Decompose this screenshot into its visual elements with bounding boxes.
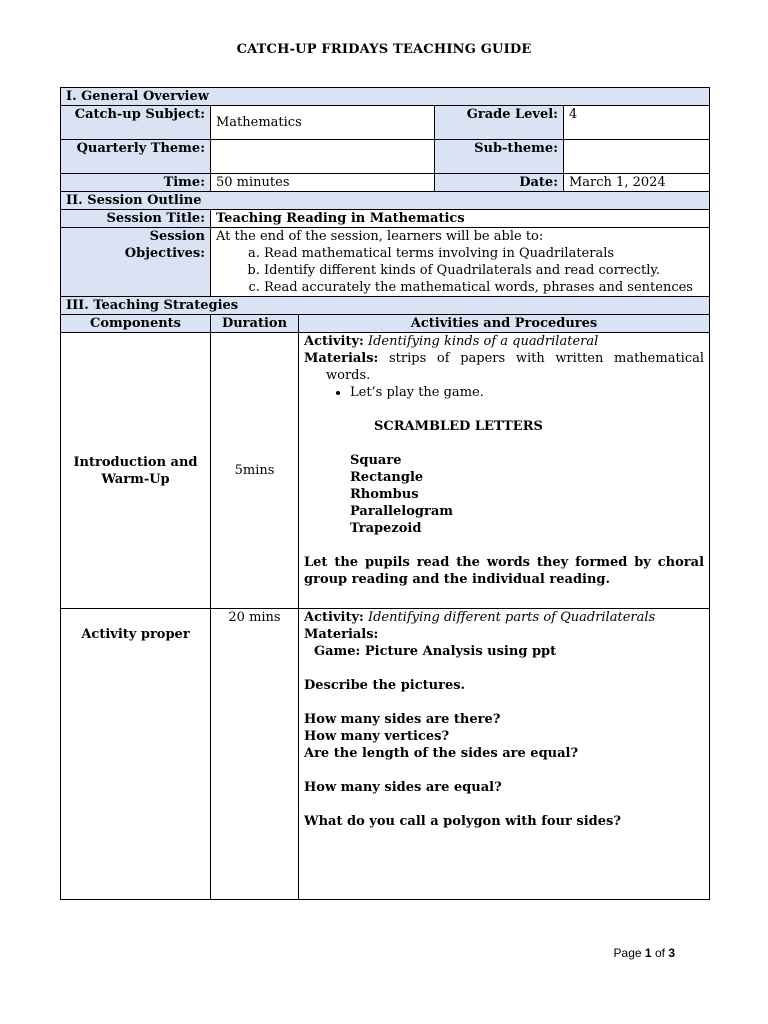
intro-activities bbox=[299, 333, 710, 609]
intro-materials-label: Materials: bbox=[304, 351, 379, 366]
objective-item: c. Read accurately the mathematical words, phrases and sentences bbox=[264, 279, 704, 296]
proper-activity-value: Identifying different parts of Quadrilaterals bbox=[367, 610, 656, 625]
page-word: Page bbox=[613, 946, 642, 960]
session-objectives-label: Session Objectives: bbox=[61, 228, 211, 297]
proper-game: Game: Picture Analysis using ppt bbox=[314, 644, 557, 659]
quarterly-theme-label: Quarterly Theme: bbox=[61, 140, 211, 174]
grade-level-value: 4 bbox=[564, 106, 710, 140]
date-label: Date: bbox=[435, 174, 564, 192]
subject-label: Catch-up Subject: bbox=[61, 106, 211, 140]
objectives-list bbox=[216, 245, 704, 296]
subject-value: Mathematics bbox=[211, 106, 435, 140]
proper-describe: Describe the pictures. bbox=[304, 678, 466, 693]
intro-bullet: • Let’s play the game. bbox=[350, 384, 704, 401]
word-item: Rectangle bbox=[350, 470, 424, 485]
of-word: of bbox=[654, 946, 665, 960]
question-item: What do you call a polygon with four sides? bbox=[304, 814, 621, 829]
grade-level-label: Grade Level: bbox=[435, 106, 564, 140]
section-general-overview: I. General Overview bbox=[61, 88, 710, 106]
teaching-guide-table bbox=[60, 87, 710, 900]
time-label: Time: bbox=[61, 174, 211, 192]
intro-duration: 5mins bbox=[211, 333, 299, 609]
question-item: How many sides are there? bbox=[304, 712, 501, 727]
intro-activity-value: Identifying kinds of a quadrilateral bbox=[367, 334, 599, 349]
word-item: Trapezoid bbox=[350, 521, 422, 536]
proper-activities bbox=[299, 609, 710, 900]
col-activities: Activities and Procedures bbox=[299, 315, 710, 333]
proper-component: Activity proper bbox=[61, 609, 211, 900]
col-components: Components bbox=[61, 315, 211, 333]
sub-theme-value bbox=[564, 140, 710, 174]
session-title-label: Session Title: bbox=[61, 210, 211, 228]
intro-activity-label: Activity: bbox=[304, 334, 364, 349]
proper-duration: 20 mins bbox=[211, 609, 299, 900]
word-item: Rhombus bbox=[350, 487, 419, 502]
objective-item: a. Read mathematical terms involving in Quadrilaterals bbox=[264, 245, 704, 262]
objectives-intro: At the end of the session, learners will be able to: bbox=[216, 229, 544, 244]
question-item: Are the length of the sides are equal? bbox=[304, 746, 579, 761]
proper-materials-label: Materials: bbox=[304, 627, 379, 642]
session-objectives bbox=[211, 228, 710, 297]
question-item: How many vertices? bbox=[304, 729, 450, 744]
word-item: Parallelogram bbox=[350, 504, 453, 519]
page-number: 1 bbox=[644, 946, 652, 960]
proper-activity-label: Activity: bbox=[304, 610, 364, 625]
date-value: March 1, 2024 bbox=[564, 174, 710, 192]
section-teaching-strategies: III. Teaching Strategies bbox=[61, 297, 710, 315]
objective-item: b. Identify different kinds of Quadrilaterals and read correctly. bbox=[264, 262, 704, 279]
word-item: Square bbox=[350, 453, 402, 468]
col-duration: Duration bbox=[211, 315, 299, 333]
section-session-outline: II. Session Outline bbox=[61, 192, 710, 210]
intro-closing: Let the pupils read the words they formed by choral group reading and the individual reading. bbox=[304, 555, 705, 587]
intro-bullet-list bbox=[304, 384, 704, 401]
quarterly-theme-value bbox=[211, 140, 435, 174]
question-item: How many sides are equal? bbox=[304, 780, 502, 795]
intro-component: Introduction and Warm-Up bbox=[61, 333, 211, 609]
page-footer bbox=[614, 946, 675, 960]
sub-theme-label: Sub-theme: bbox=[435, 140, 564, 174]
game-title: SCRAMBLED LETTERS bbox=[374, 419, 543, 434]
session-title-value: Teaching Reading in Mathematics bbox=[211, 210, 710, 228]
page-total: 3 bbox=[668, 946, 675, 960]
document-title: CATCH-UP FRIDAYS TEACHING GUIDE bbox=[236, 42, 532, 57]
intro-materials-value: strips of papers with written mathematical words. bbox=[326, 351, 705, 383]
time-value: 50 minutes bbox=[211, 174, 435, 192]
